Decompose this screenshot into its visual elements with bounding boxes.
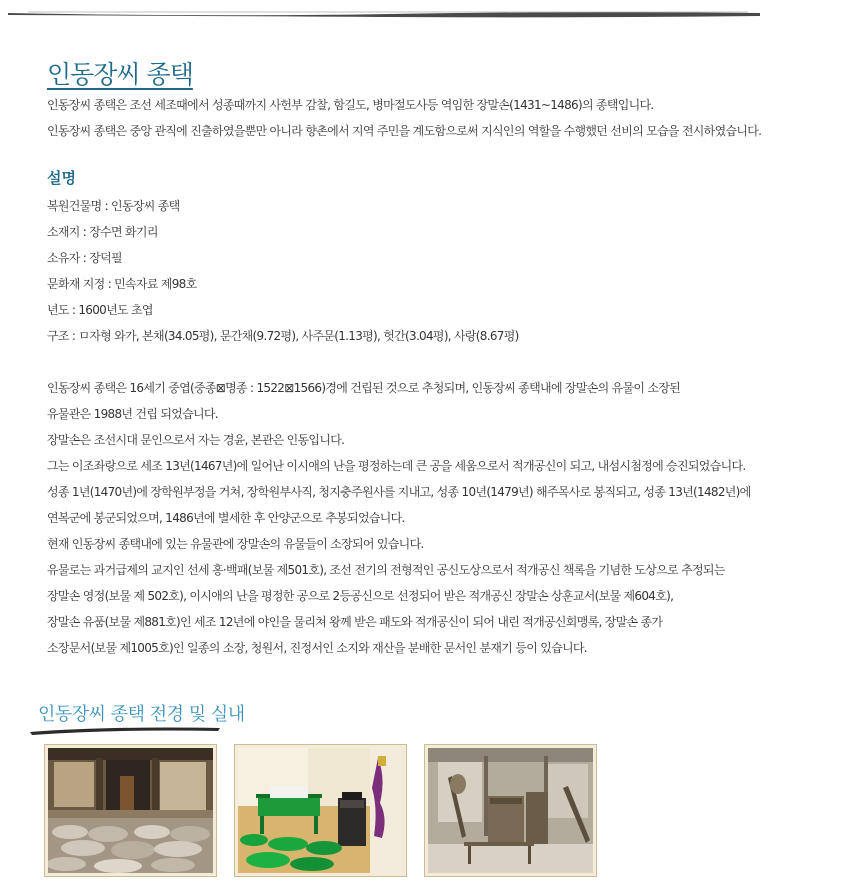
description-item: 소유자 : 장덕필 bbox=[47, 251, 122, 265]
page-title: 인동장씨 종택 bbox=[47, 60, 193, 89]
gallery-photo-storage[interactable] bbox=[424, 744, 597, 877]
description-item: 구조 : ㅁ자형 와가, 본채(34.05평), 문간채(9.72평), 사주문(1.13평), 헛간(3.04평), 사랑(8.67평) bbox=[47, 329, 519, 343]
top-brush-stroke bbox=[8, 8, 760, 18]
gallery-photo-courtyard[interactable] bbox=[44, 744, 217, 877]
history-line: 인동장씨 종택은 16세기 중엽(중종⊠명종 : 1522⊠1566)경에 건립된 것으로 추청되며, 인동장씨 종택내에 장말손의 유물이 소장된 bbox=[47, 381, 681, 395]
gallery-heading: 인동장씨 종택 전경 및 실내 bbox=[38, 704, 245, 725]
history-line: 성종 1년(1470년)에 장학원부정을 거쳐, 장학원부사직, 청지충주원사를 지내고, 성종 10년(1479년) 해주목사로 봉직되고, 성종 13년(1482년)에 bbox=[47, 485, 751, 499]
history-paragraph bbox=[47, 375, 837, 661]
intro-paragraph bbox=[47, 92, 847, 144]
history-line: 그는 이조좌랑으로 세조 13년(1467년)에 일어난 이시애의 난을 평정하는데 큰 공을 세움으로서 적개공신이 되고, 내섬시첨정에 승진되었습니다. bbox=[47, 459, 746, 473]
history-line: 장말손 영정(보물 제 502호), 이시애의 난을 평정한 공으로 2등공신으로 선정되어 받은 적개공신 장말손 상훈교서(보물 제604호), bbox=[47, 589, 674, 603]
history-line: 현재 인동장씨 종택내에 있는 유물관에 장말손의 유물들이 소장되어 있습니다. bbox=[47, 537, 424, 551]
storage-photo-image bbox=[428, 748, 593, 873]
gallery-photo-interior[interactable] bbox=[234, 744, 407, 877]
interior-photo-image bbox=[238, 748, 403, 873]
history-line: 장말손은 조선시대 문인으로서 자는 경윤, 본관은 인동입니다. bbox=[47, 433, 345, 447]
intro-line: 인동장씨 종택은 조선 세조때에서 성종때까지 사헌부 감찰, 함길도, 병마절도사등 역임한 장말손(1431~1486)의 종택입니다. bbox=[47, 98, 654, 112]
history-line: 연복군에 봉군되었으며, 1486년에 별세한 후 안양군으로 추봉되었습니다. bbox=[47, 511, 405, 525]
description-item: 년도 : 1600년도 초엽 bbox=[47, 303, 153, 317]
history-line: 장말손 유품(보물 제881호)인 세조 12년에 야인을 물리쳐 왕께 받은 패도와 적개공신이 되어 내린 적개공신회맹록, 장말손 종가 bbox=[47, 615, 663, 629]
courtyard-photo-image bbox=[48, 748, 213, 873]
description-heading: 설명 bbox=[47, 169, 76, 187]
intro-line: 인동장씨 종택은 중앙 관직에 진출하였을뿐만 아니라 향촌에서 지역 주민을 계도함으로써 지식인의 역할을 수행했던 선비의 모습을 전시하였습니다. bbox=[47, 124, 762, 138]
description-list bbox=[47, 193, 827, 349]
description-item: 소재지 : 장수면 화기리 bbox=[47, 225, 158, 239]
history-line: 소장문서(보물 제1005호)인 일종의 소장, 청원서, 진정서인 소지와 재산을 분배한 문서인 분재기 등이 있습니다. bbox=[47, 641, 587, 655]
gallery-brush-underline bbox=[30, 722, 220, 736]
description-item: 문화재 지정 : 민속자료 제98호 bbox=[47, 277, 197, 291]
description-item: 복원건물명 : 인동장씨 종택 bbox=[47, 199, 180, 213]
history-line: 유물관은 1988년 건립 되었습니다. bbox=[47, 407, 218, 421]
history-line: 유물로는 과거급제의 교지인 선세 홍·백패(보물 제501호), 조선 전기의 전형적인 공신도상으로서 적개공신 책록을 기념한 도상으로 추정되는 bbox=[47, 563, 725, 577]
